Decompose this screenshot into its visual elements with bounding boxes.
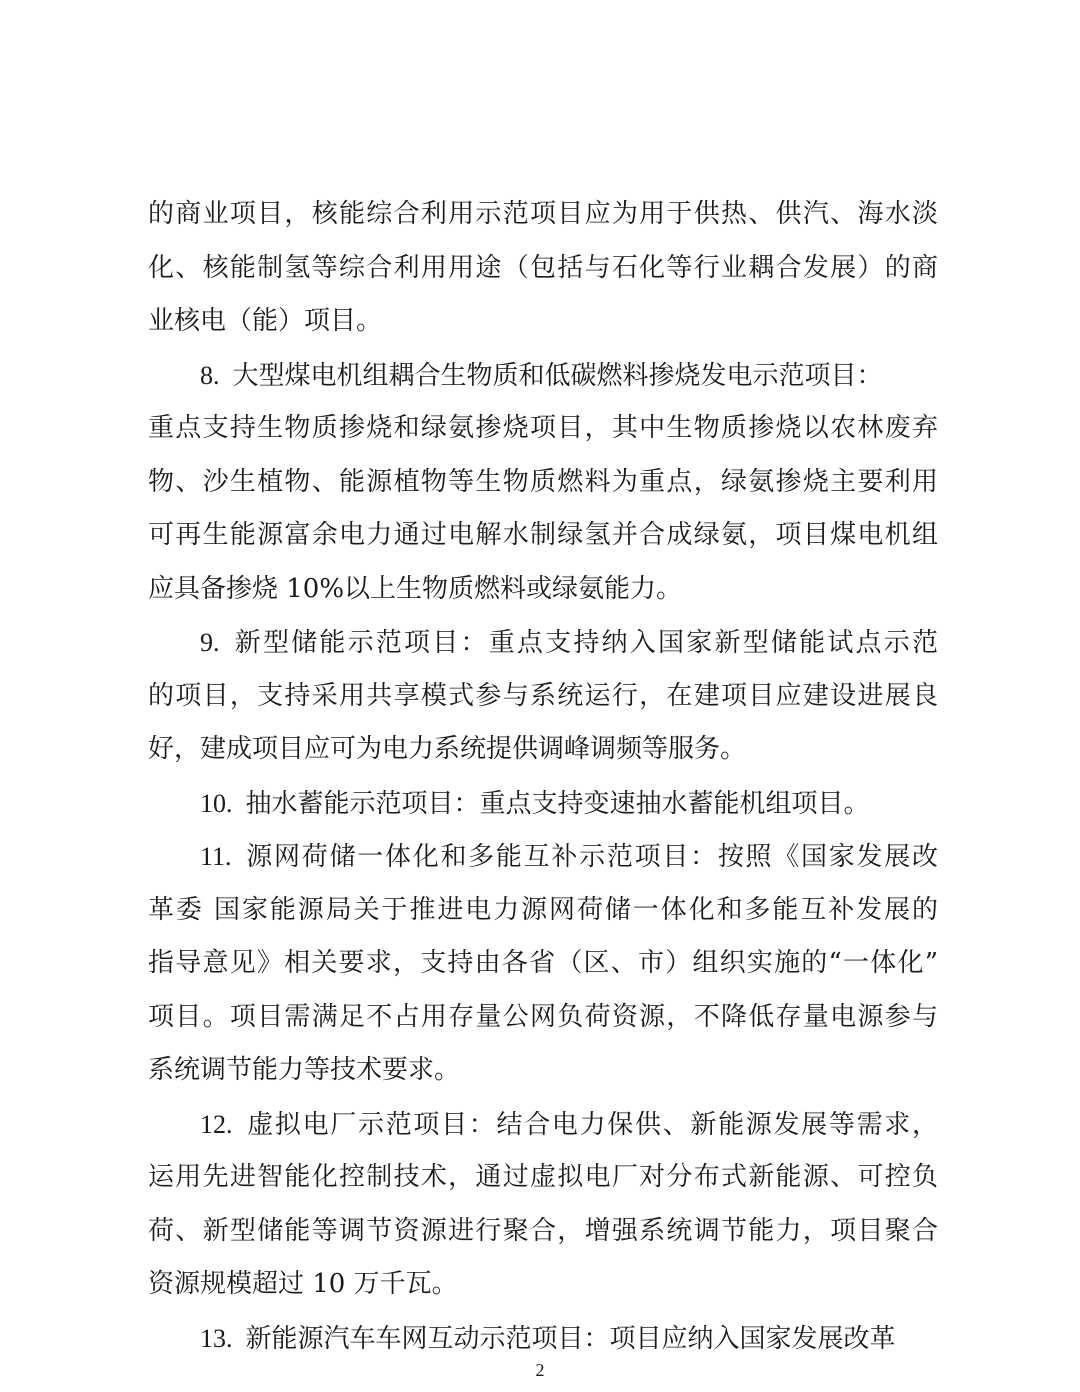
- item-text: 重点支持变速抽水蓄能机组项目。: [479, 788, 870, 819]
- text-line: 物、沙生植物、能源植物等生物质燃料为重点，绿氨掺烧主要利用: [148, 466, 938, 497]
- item-number: 13.: [200, 1323, 233, 1353]
- text-line: 项目。项目需满足不占用存量公网负荷资源，不降低存量电源参与: [148, 1001, 938, 1032]
- text-line: 运用先进智能化控制技术，通过虚拟电厂对分布式新能源、可控负: [148, 1162, 938, 1192]
- list-item-heading-line: [148, 349, 938, 403]
- list-item-heading-line: [148, 777, 938, 831]
- text-line: 可再生能源富余电力通过电解水制绿氢并合成绿氨，项目煤电机组: [148, 520, 938, 550]
- list-item-heading-line: [148, 616, 938, 670]
- item-heading: 新型储能示范项目：: [232, 628, 489, 658]
- item-heading: 抽水蓄能示范项目：: [245, 788, 480, 819]
- item-number: 8.: [200, 360, 220, 390]
- body-text: [148, 188, 938, 1365]
- item-number: 11.: [200, 842, 232, 871]
- item-text: 结合电力保供、新能源发展等需求，: [496, 1109, 938, 1140]
- item-number: 12.: [200, 1109, 233, 1139]
- item-heading: 新能源汽车车网互动示范项目：: [245, 1323, 610, 1354]
- page-number: 2: [535, 1360, 545, 1380]
- text-line: 的商业项目，核能综合利用示范项目应为用于供热、供汽、海水淡: [148, 199, 938, 229]
- item-text: 项目应纳入国家发展改革: [609, 1323, 896, 1354]
- text-line: 重点支持生物质掺烧和绿氨掺烧项目，其中生物质掺烧以农林废弃: [148, 413, 938, 443]
- text-line: 荷、新型储能等调节资源进行聚合，增强系统调节能力，项目聚合: [148, 1215, 938, 1246]
- item-heading: 虚拟电厂示范项目：: [245, 1109, 497, 1140]
- item-heading: 源网荷储一体化和多能互补示范项目：: [244, 842, 718, 872]
- text-line: 应具备掺烧 10%以上生物质燃料或绿氨能力。: [148, 573, 683, 604]
- text-line: 的项目，支持采用共享模式参与系统运行，在建项目应建设进展良: [148, 680, 938, 711]
- text-line: 系统调节能力等技术要求。: [148, 1055, 461, 1085]
- text-line: 资源规模超过 10 万千瓦。: [148, 1269, 458, 1299]
- text-line: 业核电（能）项目。: [148, 306, 383, 336]
- item-number: 10.: [200, 788, 233, 818]
- list-item-heading-line: [148, 830, 938, 884]
- text-line: 化、核能制氢等综合利用用途（包括与石化等行业耦合发展）的商: [148, 252, 938, 283]
- item-heading: 大型煤电机组耦合生物质和低碳燃料掺烧发电示范项目：: [232, 360, 883, 391]
- list-item-heading-line: [148, 1312, 938, 1366]
- item-text: 重点支持纳入国家新型储能试点示范: [488, 628, 938, 658]
- text-line: 革委 国家能源局关于推进电力源网荷储一体化和多能互补发展的: [148, 894, 938, 925]
- item-number: 9.: [200, 628, 220, 657]
- list-item-heading-line: [148, 1098, 938, 1152]
- item-text: 按照《国家发展改: [717, 842, 938, 872]
- text-line: 指导意见》相关要求，支持由各省（区、市）组织实施的“一体化”: [148, 948, 938, 978]
- text-line: 好，建成项目应可为电力系统提供调峰调频等服务。: [148, 734, 747, 764]
